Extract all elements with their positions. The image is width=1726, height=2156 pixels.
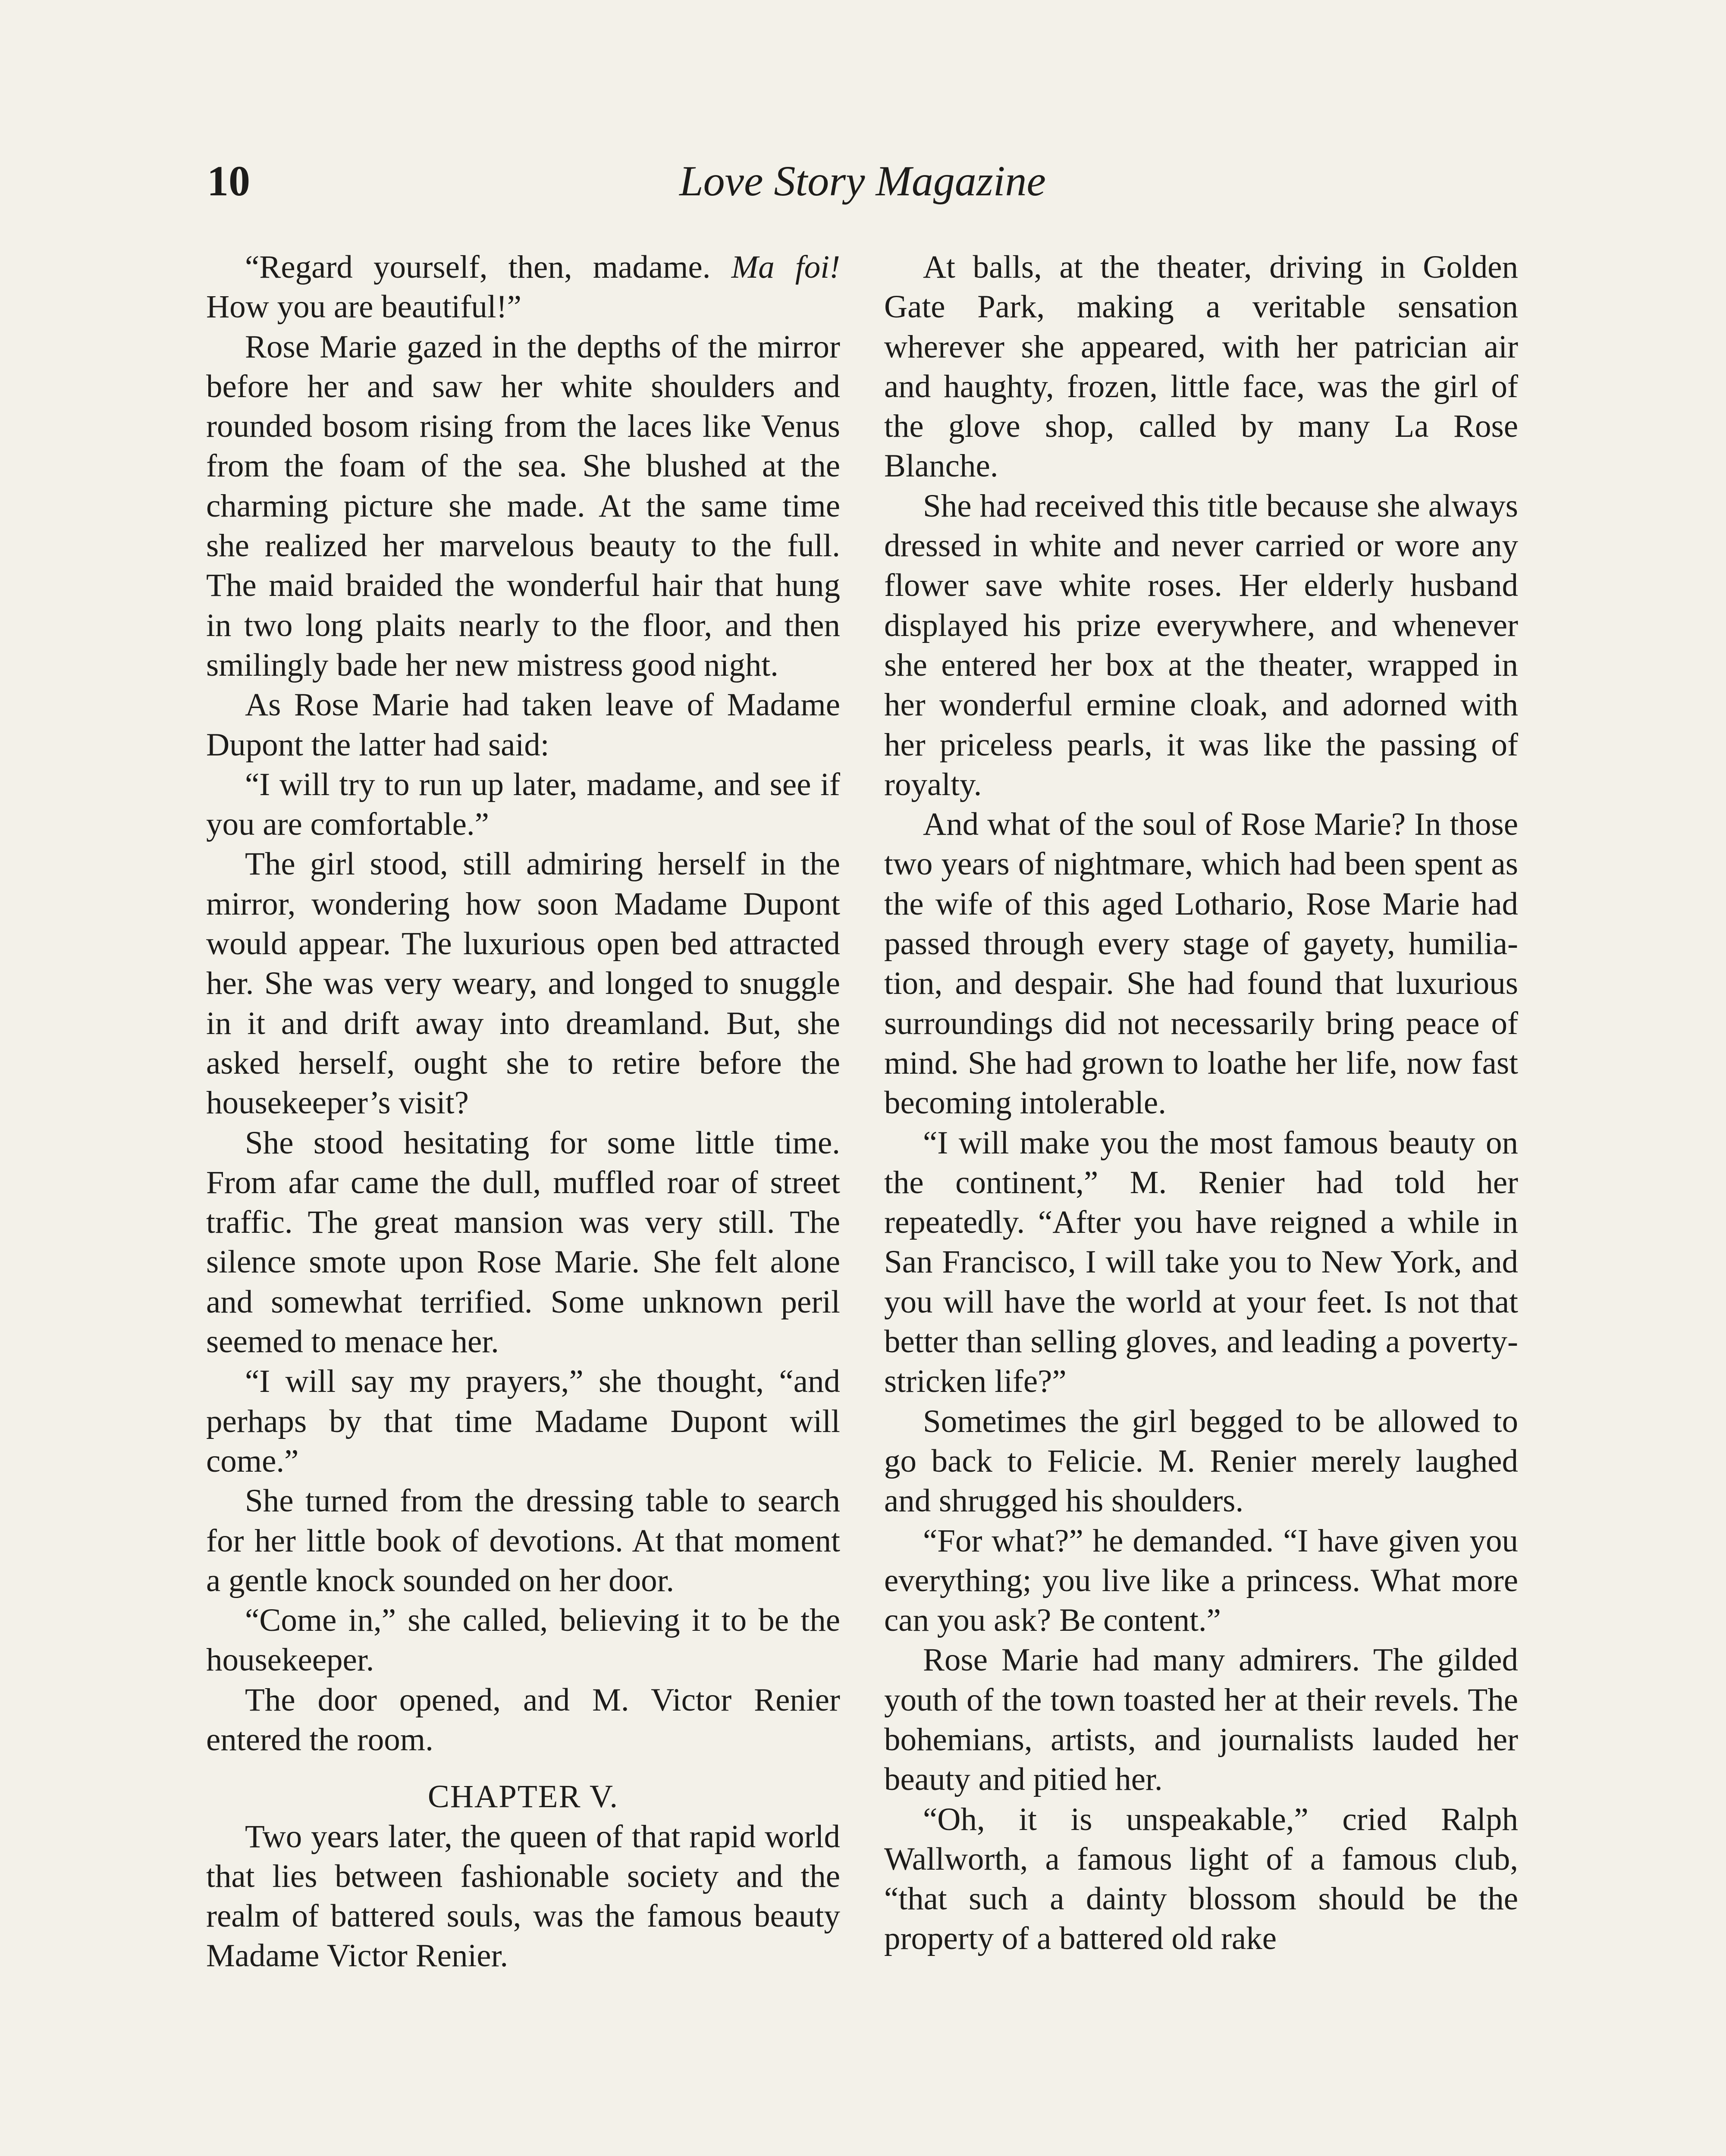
paragraph: She stood hesitating for some little time. From afar came the dull, muffled roar of street traffic. The great mansion was very still. The silence smote upon Rose Marie. She felt alone and somewhat terrified. Some unknown peril seemed to menace her. [206,1125,840,1360]
paragraph: At balls, at the theater, driving in Golden Gate Park, making a veritable sensation wherever she appeared, with her patrician air and haughty, frozen, little face, was the girl of the glove shop, called by many La Rose Blanche. [884,249,1518,484]
chapter-heading: CHAPTER V. [427,1779,619,1815]
paragraph: Rose Marie had many admirers. The gilded youth of the town toasted her at their revels. The bohemians, artists, and journalists lauded her beauty and pitied her. [884,1642,1518,1798]
paragraph: “I will try to run up later, madame, and see if you are comfortable.” [206,766,840,843]
paragraph: “For what?” he demanded. “I have given you everything; you live like a princess. What more can you ask? Be content.” [884,1523,1518,1639]
paragraph: “Come in,” she called, believing it to be the housekeeper. [206,1602,840,1678]
paragraph-text: How you are beautiful!” [206,289,521,325]
right-column [884,248,1518,1959]
paragraph: “I will make you the most famous beauty on the continent,” M. Renier had told her repeatedly. “After you have reigned a while in San Francisco, I will take you to New York, and you will have the world at your feet. Is not that better than selling gloves, and leading a poverty-stricken life?” [884,1125,1518,1400]
paragraph: Sometimes the girl begged to be allowed to go back to Felicie. M. Renier merely laughed and shrugged his shoulders. [884,1403,1518,1519]
paragraph: As Rose Marie had taken leave of Madame Dupont the latter had said: [206,687,840,763]
paragraph: The girl stood, still admiring herself in the mirror, wondering how soon Madame Dupont would appear. The luxurious open bed attracted her. She was very weary, and longed to snuggle in it and drift away into dreamland. But, she asked herself, ought she to retire before the housekeeper’s visit? [206,846,840,1121]
paragraph: Rose Marie gazed in the depths of the mirror before her and saw her white shoulders and rounded bosom rising from the laces like Venus from the foam of the sea. She blushed at the charming picture she made. At the same time she realized her marvelous beauty to the full. The maid braided the wonderful hair that hung in two long plaits nearly to the floor, and then smilingly bade her new mistress good night. [206,329,840,683]
page-number: 10 [207,157,250,205]
paragraph [206,248,840,327]
paragraph: “Oh, it is unspeakable,” cried Ralph Wallworth, a famous light of a famous club, “that such a dainty blossom should be the property of a battered old rake [884,1801,1518,1957]
paragraph: The door opened, and M. Victor Renier entered the room. [206,1682,840,1758]
paragraph: And what of the soul of Rose Marie? In those two years of nightmare, which had been spent as the wife of this aged Lothario, Rose Marie had passed through every stage of gayety, humiliation, and despair. She had found that luxurious surroundings did not necessarily bring peace of mind. She had grown to loathe her life, now fast becoming intolerable. [884,806,1518,1121]
magazine-title: Love Story Magazine [679,157,1046,205]
paragraph-text: “Regard yourself, then, madame. [245,249,711,285]
paragraph: “I will say my prayers,” she thought, “and perhaps by that time Madame Dupont will come.” [206,1363,840,1479]
left-column [206,248,840,1976]
paragraph: She turned from the dressing table to search for her little book of devotions. At that moment a gentle knock sounded on her door. [206,1483,840,1598]
paragraph: Two years later, the queen of that rapid world that lies between fashionable society and the realm of battered souls, was the famous beauty Madame Victor Renier. [206,1818,840,1974]
italic-phrase: Ma foi! [731,249,841,285]
paragraph: She had received this title because she always dressed in white and never carried or wore any flower save white roses. Her elderly husband displayed his prize everywhere, and whenever she entered her box at the theater, wrapped in her wonderful ermine cloak, and adorned with her priceless pearls, it was like the passing of royalty. [884,488,1518,802]
